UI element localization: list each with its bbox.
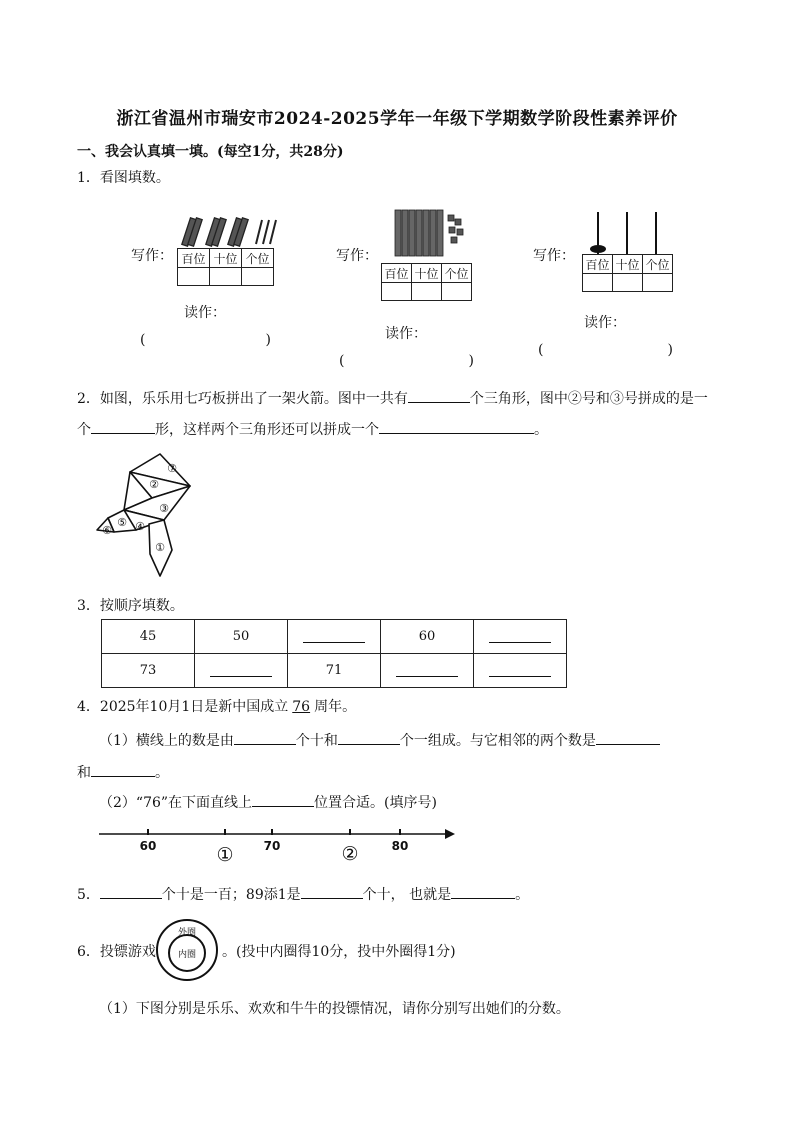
write-label-b: 写作： <box>336 248 378 264</box>
piece-1-label: ① <box>155 541 165 554</box>
sequence-table <box>101 619 567 688</box>
piece-2-label: ② <box>149 478 159 491</box>
answer-cell[interactable] <box>178 268 210 286</box>
q4-p2-text-a: （2）“76”在下面直线上 <box>99 795 253 811</box>
section-heading-1: 一、我会认真填一填。(每空1分，共28分) <box>77 144 344 160</box>
question-6-part-1: （1）下图分别是乐乐、欢欢和牛牛的投镖情况，请你分别写出她们的分数。 <box>99 1001 570 1017</box>
q4-text-a: 4．2025年10月1日是新中国成立 <box>77 699 289 715</box>
header-hundreds: 百位 <box>583 255 613 274</box>
q2-text-e: 。 <box>534 422 548 438</box>
question-4-line <box>77 696 356 716</box>
answer-cell[interactable] <box>210 268 242 286</box>
read-answer-paren-c[interactable]: ( ) <box>538 342 673 358</box>
answer-blank-shape[interactable] <box>91 418 155 434</box>
tick-label-60: 60 <box>139 839 157 853</box>
place-value-table-c <box>582 254 673 292</box>
header-ones: 个位 <box>643 255 673 274</box>
q2-text-c: 个 <box>77 422 91 438</box>
q5-text-d: 。 <box>515 887 530 903</box>
seq-cell: 60 <box>381 620 474 654</box>
seq-blank-cell[interactable] <box>288 620 381 654</box>
seq-blank-cell[interactable] <box>381 654 474 688</box>
read-label-a: 读作： <box>184 305 226 321</box>
q4-p1-text-e: 。 <box>155 765 169 781</box>
write-label-a: 写作： <box>131 248 173 264</box>
question-4-part-2 <box>99 791 437 812</box>
q2-text-d: 形，这样两个三角形还可以拼成一个 <box>155 422 379 438</box>
answer-cell[interactable] <box>583 274 613 292</box>
place-value-table-a <box>177 248 274 286</box>
q2-text-b: 个三角形，图中②号和③号拼成的是一 <box>469 391 708 407</box>
read-label-b: 读作： <box>385 326 427 342</box>
question-2-line-2 <box>77 418 548 439</box>
header-hundreds: 百位 <box>178 249 210 268</box>
q5-text-b: 个十是一百；89添1是 <box>161 887 301 903</box>
seq-blank-cell[interactable] <box>474 620 567 654</box>
answer-blank-number[interactable] <box>451 883 515 899</box>
q4-p1-text-d: 和 <box>77 765 91 781</box>
page-title: 浙江省温州市瑞安市2024-2025学年一年级下学期数学阶段性素养评价 <box>116 109 678 129</box>
read-answer-paren-a[interactable]: ( ) <box>140 332 271 348</box>
q4-p1-text-a: （1）横线上的数是由 <box>99 733 234 749</box>
q4-p1-text-b: 个十和 <box>295 733 338 749</box>
question-2-line-1 <box>77 387 708 408</box>
piece-7-label: ⑦ <box>167 462 177 475</box>
seq-cell: 45 <box>102 620 195 654</box>
answer-blank-neighbor-2[interactable] <box>91 761 155 777</box>
read-answer-paren-b[interactable]: ( ) <box>339 353 474 369</box>
question-4-part-1-cont <box>77 761 169 782</box>
answer-cell[interactable] <box>643 274 673 292</box>
answer-cell[interactable] <box>412 283 442 301</box>
header-hundreds: 百位 <box>382 264 412 283</box>
tangram-rocket-image <box>94 450 198 578</box>
answer-cell[interactable] <box>613 274 643 292</box>
piece-3-label: ③ <box>159 502 169 515</box>
answer-blank-ones[interactable] <box>338 729 400 745</box>
answer-blank-triangle-count[interactable] <box>408 387 470 403</box>
tick-label-70: 70 <box>263 839 281 853</box>
bundle-sticks-image <box>178 214 278 250</box>
answer-cell[interactable] <box>382 283 412 301</box>
question-5 <box>77 883 529 904</box>
question-3-label: 3．按顺序填数。 <box>77 598 184 614</box>
seq-cell: 71 <box>288 654 381 688</box>
question-1-label: 1．看图填数。 <box>77 170 170 186</box>
answer-blank-tens-in-hundred[interactable] <box>100 883 162 899</box>
answer-blank-tens-count[interactable] <box>301 883 363 899</box>
question-6-label-a: 6．投镖游戏 <box>77 944 156 960</box>
answer-blank-big-shape[interactable] <box>379 418 534 434</box>
tick-label-80: 80 <box>391 839 409 853</box>
header-ones: 个位 <box>242 249 274 268</box>
answer-blank-tens[interactable] <box>234 729 296 745</box>
q5-text-a: 5． <box>77 887 100 903</box>
number-line <box>97 822 459 866</box>
header-ones: 个位 <box>442 264 472 283</box>
q2-text-a: 2．如图，乐乐用七巧板拼出了一架火箭。图中一共有 <box>77 391 408 407</box>
piece-6-label: ⑥ <box>102 524 112 537</box>
answer-blank-neighbor-1[interactable] <box>596 729 660 745</box>
q5-text-c: 个十， 也就是 <box>362 887 452 903</box>
q4-underlined-number: 76 <box>292 699 311 715</box>
question-4-part-1 <box>99 729 660 750</box>
hundred-blocks-image <box>393 207 473 259</box>
answer-blank-position[interactable] <box>252 791 314 807</box>
seq-cell: 73 <box>102 654 195 688</box>
header-tens: 十位 <box>210 249 242 268</box>
write-label-c: 写作： <box>533 248 575 264</box>
q4-p2-text-b: 位置合适。(填序号) <box>314 795 437 811</box>
piece-5-label: ⑤ <box>117 516 127 529</box>
q4-p1-text-c: 个一组成。与它相邻的两个数是 <box>399 733 596 749</box>
place-value-table-b <box>381 263 472 301</box>
mark-1: ① <box>216 844 234 866</box>
seq-blank-cell[interactable] <box>195 654 288 688</box>
seq-cell: 50 <box>195 620 288 654</box>
answer-cell[interactable] <box>242 268 274 286</box>
q4-text-b: 周年。 <box>314 699 357 715</box>
piece-4-label: ④ <box>135 520 145 533</box>
header-tens: 十位 <box>412 264 442 283</box>
inner-ring-label: 内圈 <box>177 950 197 960</box>
abacus-image <box>582 208 674 256</box>
answer-cell[interactable] <box>442 283 472 301</box>
seq-blank-cell[interactable] <box>474 654 567 688</box>
question-6-label-b: 。(投中内圈得10分，投中外圈得1分) <box>222 944 456 960</box>
header-tens: 十位 <box>613 255 643 274</box>
outer-ring-label: 外圈 <box>177 928 197 938</box>
dartboard-image <box>155 917 219 983</box>
read-label-c: 读作： <box>584 315 626 331</box>
mark-2: ② <box>341 843 359 865</box>
